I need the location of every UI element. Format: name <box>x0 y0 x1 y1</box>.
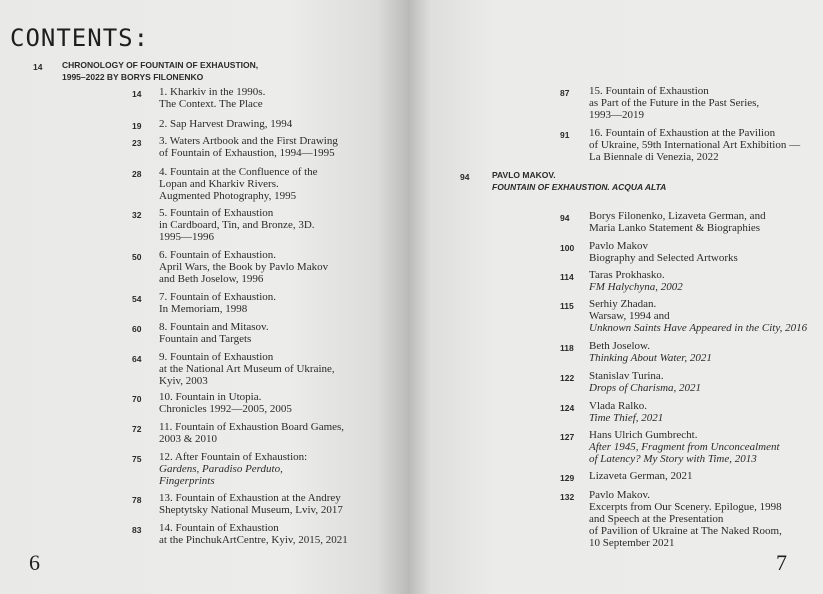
entry-page-number: 19 <box>132 121 142 131</box>
entry-line: Thinking About Water, 2021 <box>589 352 712 364</box>
entry-page-number: 78 <box>132 495 142 505</box>
entry-line: The Context. The Place <box>159 98 263 110</box>
entry-line: After 1945, Fragment from Unconcealment <box>589 441 780 453</box>
toc-entry <box>159 391 292 415</box>
entry-line: In Memoriam, 1998 <box>159 303 248 315</box>
toc-entry <box>159 166 318 202</box>
entry-line: April Wars, the Book by Pavlo Makov <box>159 261 329 273</box>
entry-line: of Ukraine, 59th International Art Exhibition — <box>589 139 801 151</box>
entry-line: Augmented Photography, 1995 <box>159 190 297 202</box>
entry-line: of Pavilion of Ukraine at The Naked Room, <box>589 525 782 537</box>
toc-entry <box>589 240 738 264</box>
entry-line: 11. Fountain of Exhaustion Board Games, <box>159 421 345 433</box>
entry-line: at the PinchukArtCentre, Kyiv, 2015, 2021 <box>159 534 348 546</box>
entry-line: Fingerprints <box>159 475 215 487</box>
entry-line: Pavlo Makov <box>589 240 648 252</box>
entry-page-number: 91 <box>560 130 570 140</box>
section-title-line: CHRONOLOGY OF FOUNTAIN OF EXHAUSTION, <box>62 60 259 70</box>
contents-heading: CONTENTS: <box>10 24 150 52</box>
entry-line: and Speech at the Presentation <box>589 513 724 525</box>
entry-line: Chronicles 1992—2005, 2005 <box>159 403 292 415</box>
entry-page-number: 50 <box>132 252 142 262</box>
entry-line: Fountain and Targets <box>159 333 252 345</box>
entry-page-number: 72 <box>132 424 142 434</box>
entry-line: Sheptytsky National Museum, Lviv, 2017 <box>159 504 343 516</box>
entry-line: 10. Fountain in Utopia. <box>159 391 262 403</box>
toc-entry <box>589 489 782 549</box>
entry-line: Vlada Ralko. <box>589 400 648 412</box>
entry-line: 14. Fountain of Exhaustion <box>159 522 279 534</box>
toc-entry <box>589 429 780 465</box>
entry-page-number: 54 <box>132 294 142 304</box>
entry-line: Biography and Selected Artworks <box>589 252 738 264</box>
entry-page-number: 122 <box>560 373 575 383</box>
entry-line: Beth Joselow. <box>589 340 651 352</box>
entry-line: 7. Fountain of Exhaustion. <box>159 291 277 303</box>
entry-line: 5. Fountain of Exhaustion <box>159 207 274 219</box>
entry-line: Maria Lanko Statement & Biographies <box>589 222 761 234</box>
entry-page-number: 87 <box>560 88 570 98</box>
entry-page-number: 124 <box>560 403 575 413</box>
entry-line: Warsaw, 1994 and <box>589 310 670 322</box>
toc-entry <box>159 118 292 130</box>
entry-line: 12. After Fountain of Exhaustion: <box>159 451 308 463</box>
right-page <box>410 0 823 594</box>
entry-page-number: 100 <box>560 243 575 253</box>
toc-entry <box>589 370 701 394</box>
entry-line: in Cardboard, Tin, and Bronze, 3D. <box>159 219 315 231</box>
entry-line: Time Thief, 2021 <box>589 412 664 424</box>
left-page <box>0 0 410 594</box>
page-number-right: 7 <box>776 550 787 575</box>
entry-line: Gardens, Paradiso Perduto, <box>159 463 283 475</box>
entry-page-number: 118 <box>560 343 574 353</box>
entry-line: Lopan and Kharkiv Rivers. <box>159 178 279 190</box>
entry-line: 15. Fountain of Exhaustion <box>589 85 709 97</box>
entry-line: Hans Ulrich Gumbrecht. <box>589 429 698 441</box>
section-title-chronology <box>62 59 258 83</box>
entry-line: Stanislav Turina. <box>589 370 664 382</box>
entry-page-number: 75 <box>132 454 142 464</box>
toc-entry <box>159 421 344 445</box>
entry-page-number: 60 <box>132 324 142 334</box>
entry-line: 9. Fountain of Exhaustion <box>159 351 274 363</box>
entry-line: at the National Art Museum of Ukraine, <box>159 363 335 375</box>
toc-entry <box>589 400 663 424</box>
section-title-line: 1995–2022 BY BORYS FILONENKO <box>62 72 204 82</box>
entry-line: FM Halychyna, 2002 <box>589 281 683 293</box>
entry-line: Serhiy Zhadan. <box>589 298 657 310</box>
toc-entry <box>159 86 265 110</box>
toc-entry <box>589 470 693 482</box>
toc-entry <box>589 269 683 293</box>
toc-entry <box>159 135 338 159</box>
entry-line: 1995—1996 <box>159 231 214 243</box>
toc-entry <box>159 451 307 487</box>
entry-line: Unknown Saints Have Appeared in the City, 2016 <box>589 322 808 334</box>
section-title-makov <box>492 169 666 193</box>
toc-entry <box>159 522 348 546</box>
entry-line: Drops of Charisma, 2021 <box>589 382 702 394</box>
entry-line: 16. Fountain of Exhaustion at the Pavilion <box>589 127 776 139</box>
entry-line: of Latency? My Story with Time, 2013 <box>589 453 757 465</box>
toc-entry <box>159 321 269 345</box>
entry-line: Pavlo Makov. <box>589 489 651 501</box>
entry-page-number: 70 <box>132 394 142 404</box>
entry-page-number: 64 <box>132 354 142 364</box>
toc-entry <box>159 351 335 387</box>
section-page-number: 94 <box>460 172 470 182</box>
entry-line: and Beth Joselow, 1996 <box>159 273 264 285</box>
entry-page-number: 132 <box>560 492 575 502</box>
entry-page-number: 32 <box>132 210 142 220</box>
entry-line: 10 September 2021 <box>589 537 675 549</box>
toc-entry <box>159 249 328 285</box>
entry-page-number: 129 <box>560 473 575 483</box>
section-page-number: 14 <box>33 62 43 72</box>
entry-line: Borys Filonenko, Lizaveta German, and <box>589 210 766 222</box>
entry-page-number: 94 <box>560 213 570 223</box>
entry-line: 4. Fountain at the Confluence of the <box>159 166 318 178</box>
entry-line: La Biennale di Venezia, 2022 <box>589 151 719 163</box>
page-number-left: 6 <box>29 550 40 575</box>
entry-page-number: 127 <box>560 432 575 442</box>
toc-entry <box>159 207 315 243</box>
toc-entry <box>589 210 766 234</box>
entry-line: 13. Fountain of Exhaustion at the Andrey <box>159 492 341 504</box>
entry-line: as Part of the Future in the Past Series, <box>589 97 760 109</box>
entry-line: Kyiv, 2003 <box>159 375 208 387</box>
entry-page-number: 14 <box>132 89 142 99</box>
entry-line: 3. Waters Artbook and the First Drawing <box>159 135 338 147</box>
entry-line: 8. Fountain and Mitasov. <box>159 321 269 333</box>
entry-line: 1. Kharkiv in the 1990s. <box>159 86 266 98</box>
entry-page-number: 28 <box>132 169 142 179</box>
toc-entry <box>159 291 276 315</box>
entry-line: Excerpts from Our Scenery. Epilogue, 1998 <box>589 501 782 513</box>
toc-entry <box>589 85 759 121</box>
toc-entry <box>589 127 800 163</box>
section-title-line: FOUNTAIN OF EXHAUSTION. ACQUA ALTA <box>492 182 667 192</box>
entry-line: Taras Prokhasko. <box>589 269 665 281</box>
entry-line: Lizaveta German, 2021 <box>589 470 693 482</box>
toc-entry <box>159 492 343 516</box>
entry-page-number: 115 <box>560 301 574 311</box>
section-title-line: PAVLO MAKOV. <box>492 170 556 180</box>
toc-entry <box>589 298 807 334</box>
entry-line: of Fountain of Exhaustion, 1994—1995 <box>159 147 335 159</box>
entry-page-number: 83 <box>132 525 142 535</box>
entry-line: 1993—2019 <box>589 109 644 121</box>
entry-line: 6. Fountain of Exhaustion. <box>159 249 277 261</box>
entry-page-number: 114 <box>560 272 574 282</box>
entry-page-number: 23 <box>132 138 142 148</box>
entry-line: 2. Sap Harvest Drawing, 1994 <box>159 118 293 130</box>
entry-line: 2003 & 2010 <box>159 433 218 445</box>
toc-entry <box>589 340 712 364</box>
